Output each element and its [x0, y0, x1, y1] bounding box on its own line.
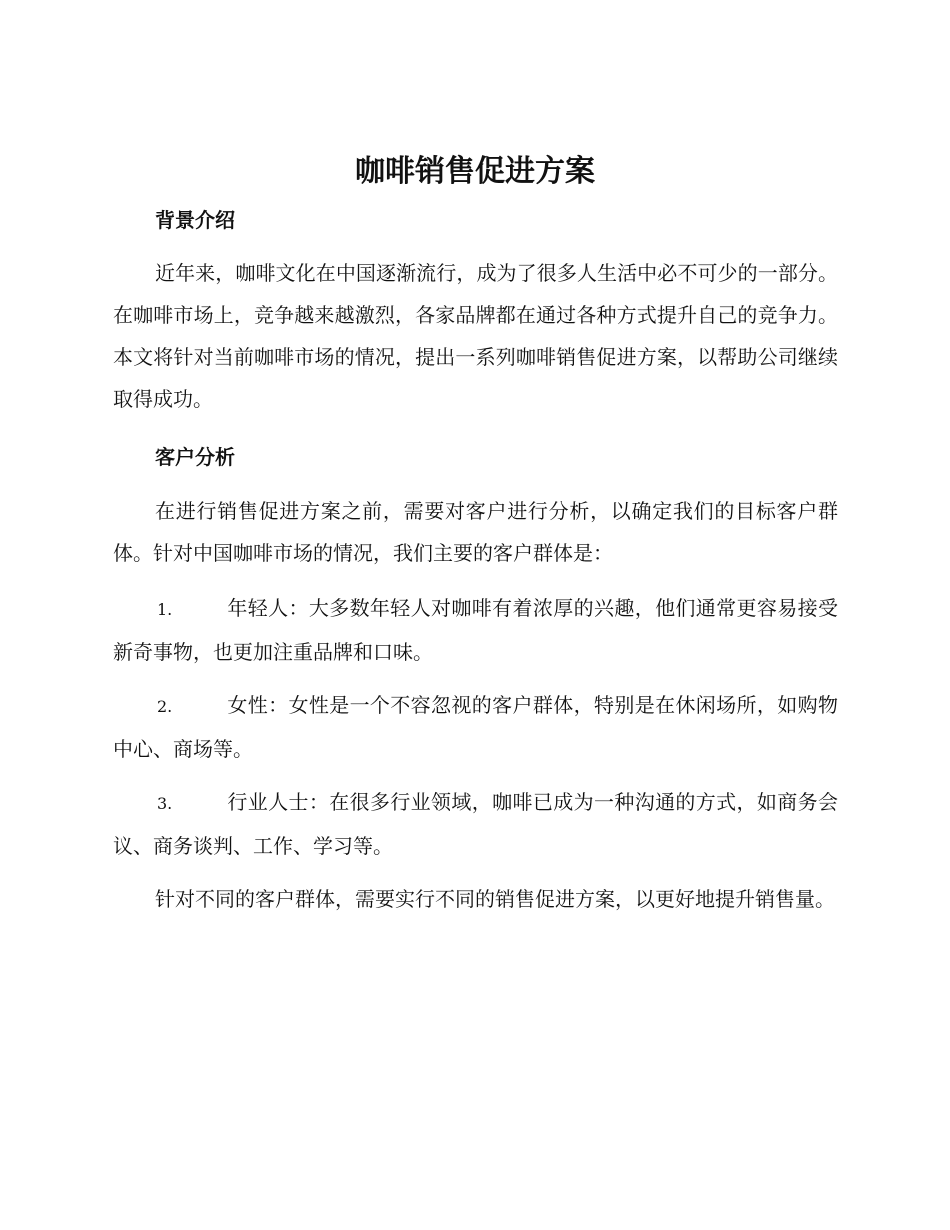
list-item — [113, 781, 838, 867]
list-item-text: 年轻人：大多数年轻人对咖啡有着浓厚的兴趣，他们通常更容易接受新奇事物，也更加注重品牌和口味。 — [113, 596, 838, 664]
list-item — [113, 684, 838, 770]
list-number: 1. — [157, 600, 173, 619]
section-heading-background: 背景介绍 — [155, 208, 235, 232]
list-number: 2. — [157, 697, 173, 716]
document-title: 咖啡销售促进方案 — [355, 154, 595, 189]
list-item-text: 行业人士：在很多行业领域，咖啡已成为一种沟通的方式，如商务会议、商务谈判、工作、学习等。 — [113, 790, 838, 858]
list-item — [113, 587, 838, 673]
background-paragraph: 近年来，咖啡文化在中国逐渐流行，成为了很多人生活中必不可少的一部分。在咖啡市场上，竞争越来越激烈，各家品牌都在通过各种方式提升自己的竞争力。本文将针对当前咖啡市场的情况，提出一系列咖啡销售促进方案，以帮助公司继续取得成功。 — [113, 261, 838, 411]
list-number: 3. — [157, 794, 173, 813]
closing-paragraph: 针对不同的客户群体，需要实行不同的销售促进方案，以更好地提升销售量。 — [155, 887, 835, 911]
list-item-text: 女性：女性是一个不容忽视的客户群体，特别是在休闲场所，如购物中心、商场等。 — [113, 693, 838, 761]
customer-analysis-paragraph: 在进行销售促进方案之前，需要对客户进行分析，以确定我们的目标客户群体。针对中国咖啡市场的情况，我们主要的客户群体是： — [113, 499, 838, 565]
section-heading-customer-analysis: 客户分析 — [155, 445, 235, 469]
